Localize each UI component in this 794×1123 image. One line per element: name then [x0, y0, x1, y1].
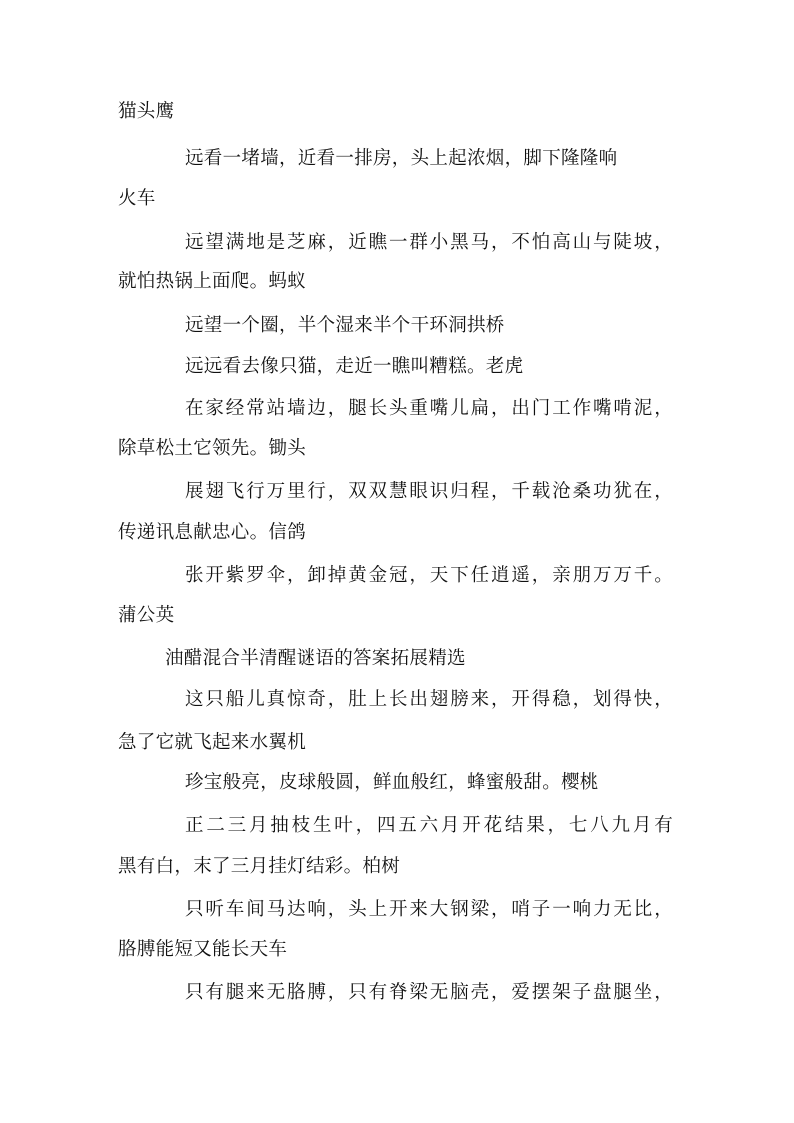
text-line: 这只船儿真惊奇，肚上长出翅膀来，开得稳，划得快，	[185, 689, 673, 710]
text-line: 展翅飞行万里行，双双慧眼识归程，千载沧桑功犹在，	[185, 481, 673, 502]
text-line: 珍宝般亮，皮球般圆，鲜血般红，蜂蜜般甜。樱桃	[185, 772, 599, 793]
text-line: 黑有白，末了三月挂灯结彩。柏树	[118, 856, 401, 877]
text-line: 传递讯息献忠心。信鸽	[118, 522, 307, 543]
text-line: 胳膊能短又能长天车	[118, 939, 288, 960]
text-line: 远望满地是芝麻，近瞧一群小黑马，不怕高山与陡坡，	[185, 232, 673, 253]
text-line: 远看一堵墙，近看一排房，头上起浓烟，脚下隆隆响	[185, 148, 618, 169]
text-line: 远望一个圈，半个湿来半个干环洞拱桥	[185, 315, 505, 336]
text-line: 正二三月抽枝生叶，四五六月开花结果，七八九月有	[185, 815, 673, 836]
text-line: 猫头鹰	[118, 101, 175, 122]
text-line: 只有腿来无胳膊，只有脊梁无脑壳，爱摆架子盘腿坐，	[185, 982, 673, 1003]
text-line: 除草松土它领先。锄头	[118, 438, 307, 459]
text-line: 在家经常站墙边，腿长头重嘴儿扁，出门工作嘴啃泥，	[185, 398, 673, 419]
section-heading: 油醋混合半清醒谜语的答案拓展精选	[165, 648, 466, 669]
text-line: 只听车间马达响，头上开来大钢梁，哨子一响力无比，	[185, 899, 673, 920]
text-line: 急了它就飞起来水翼机	[118, 732, 307, 753]
text-line: 远远看去像只猫，走近一瞧叫糟糕。老虎	[185, 356, 524, 377]
text-line: 就怕热锅上面爬。蚂蚁	[118, 271, 307, 292]
text-line: 蒲公英	[118, 605, 175, 626]
text-line: 火车	[118, 188, 156, 209]
text-line: 张开紫罗伞，卸掉黄金冠，天下任逍遥，亲朋万万千。	[185, 565, 673, 586]
